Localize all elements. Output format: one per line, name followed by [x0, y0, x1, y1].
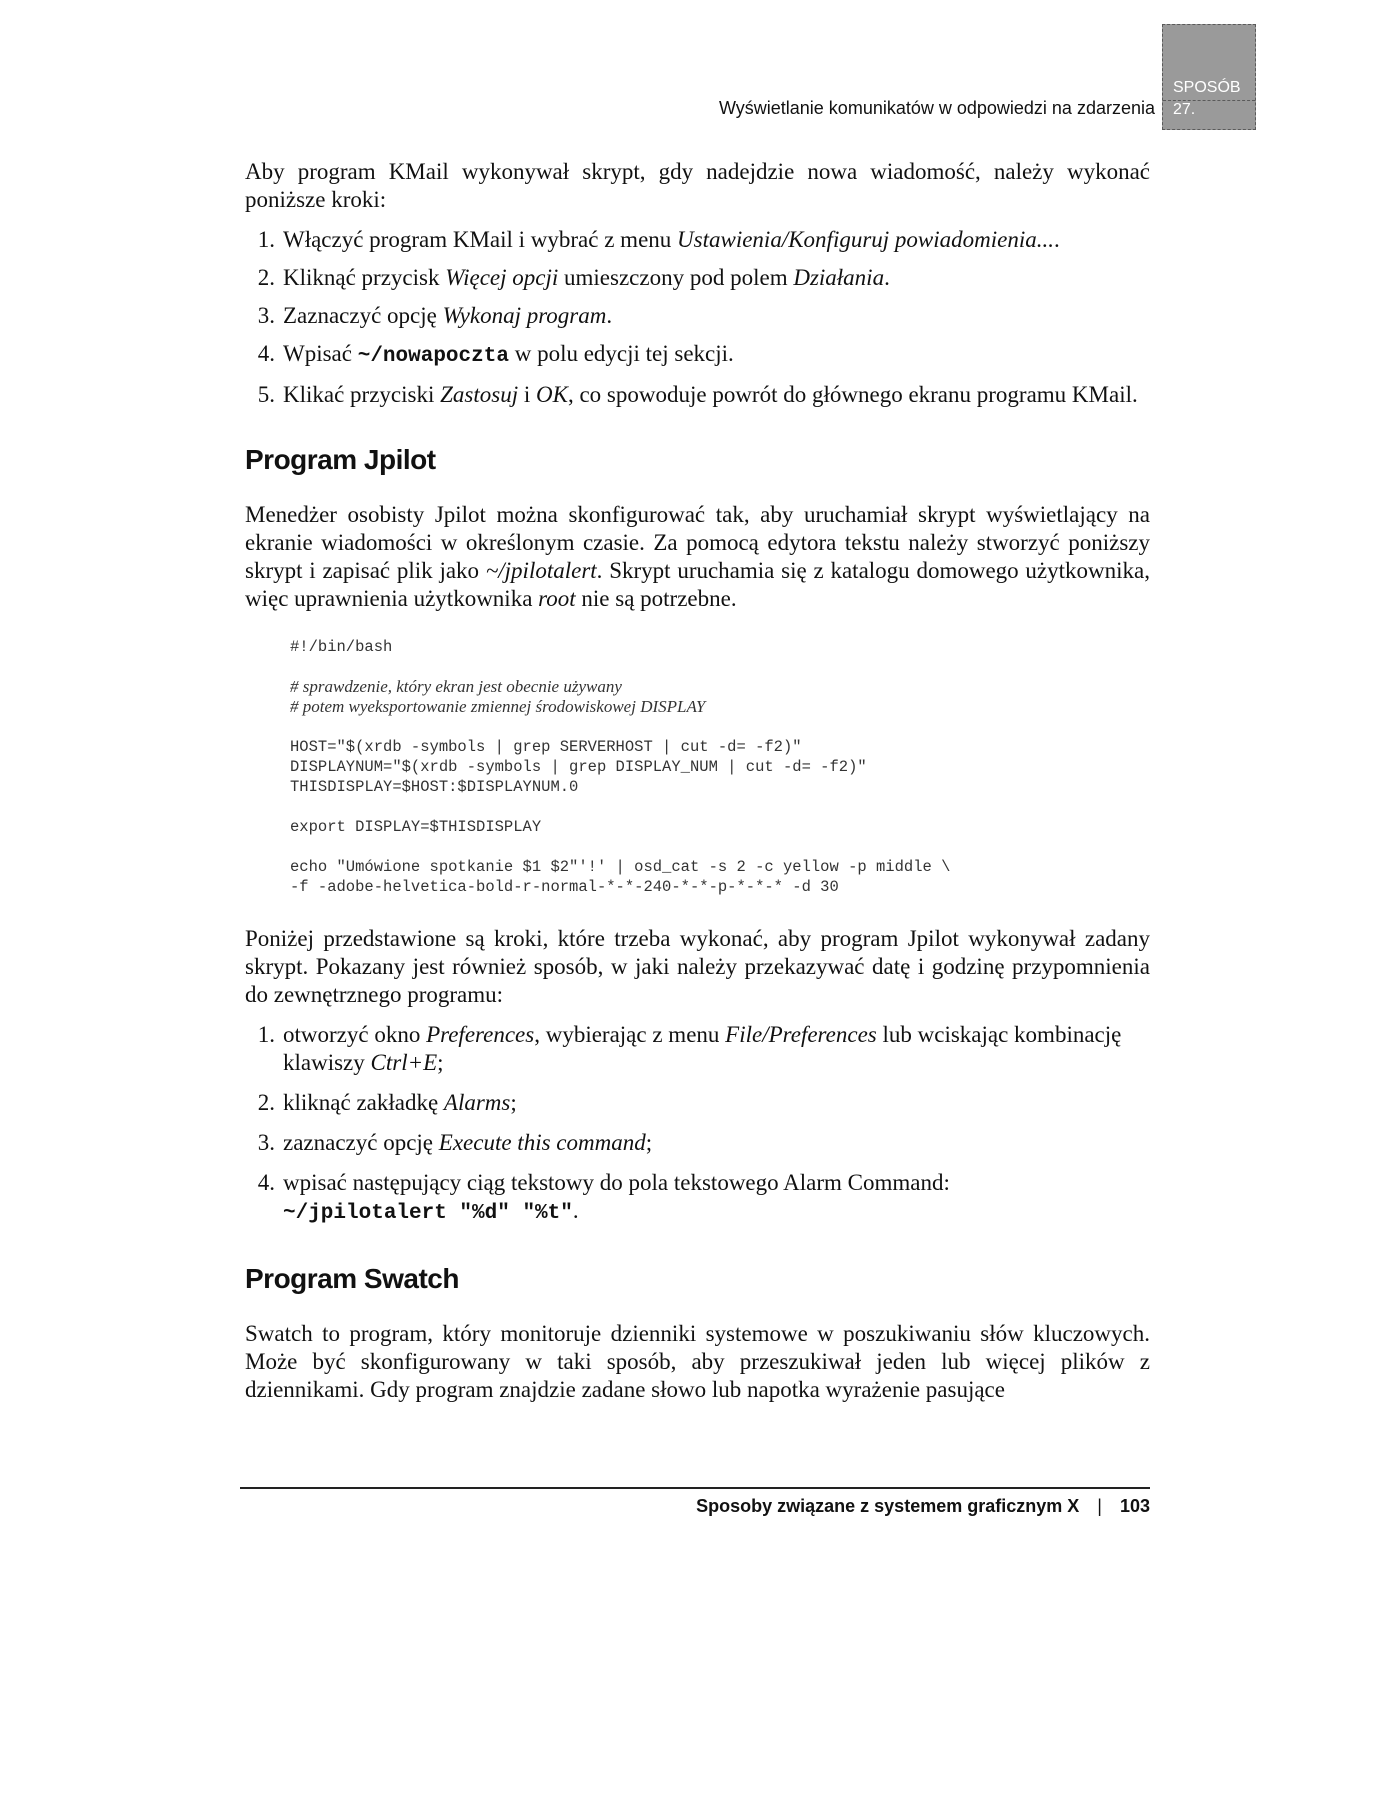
- list-item: 2. Kliknąć przycisk Więcej opcji umieszczony pod polem Działania.: [257, 265, 890, 290]
- footer-rule: [240, 1487, 1150, 1489]
- code-line: THISDISPLAY=$HOST:$DISPLAYNUM.0: [290, 778, 579, 796]
- section-heading-swatch: Program Swatch: [245, 1263, 459, 1294]
- code-comment: # sprawdzenie, który ekran jest obecnie używany: [290, 677, 622, 696]
- list-item: 4. Wpisać ~/nowapoczta w polu edycji tej sekcji.: [257, 341, 734, 368]
- code-line: #!/bin/bash: [290, 638, 393, 656]
- section-heading-jpilot: Program Jpilot: [245, 444, 436, 475]
- list-item: 4. wpisać następujący ciąg tekstowy do pola tekstowego Alarm Command: ~/jpilotalert "%d" "%t".: [257, 1170, 950, 1225]
- jpilot-intro: Menedżer osobisty Jpilot można skonfigurować tak, aby uruchamiał skrypt wyświetlający na ekranie wiadomości w określonym czasie. Za pomocą edytora tekstu należy stworzyć poniższy skrypt i zapisać plik jako ~/jpilotalert. Skrypt uruchamia się z katalogu domowego użytkownika, więc uprawnienia użytkownika root nie są potrzebne.: [245, 502, 1150, 611]
- page-number: 103: [1119, 1496, 1150, 1516]
- code-comment: # potem wyeksportowanie zmiennej środowiskowej DISPLAY: [290, 697, 706, 716]
- code-line: -f -adobe-helvetica-bold-r-normal-*-*-240-*-*-p-*-*-* -d 30: [290, 878, 839, 896]
- chapter-tab: [1162, 24, 1256, 130]
- footer-separator: |: [1097, 1496, 1102, 1516]
- page-content: [245, 158, 1150, 1404]
- list-item: 1. Włączyć program KMail i wybrać z menu Ustawienia/Konfiguruj powiadomienia....: [257, 227, 1060, 252]
- code-line: export DISPLAY=$THISDISPLAY: [290, 818, 542, 836]
- tab-text: [1173, 77, 1241, 121]
- code-line: DISPLAYNUM="$(xrdb -symbols | grep DISPLAY_NUM | cut -d= -f2)": [290, 758, 867, 776]
- tab-label: SPOSÓB: [1173, 79, 1241, 96]
- list-item: 3. zaznaczyć opcję Execute this command;: [257, 1130, 653, 1155]
- list-item: 1. otworzyć okno Preferences, wybierając z menu File/Preferences lub wciskając kombinację klawiszy Ctrl+E;: [257, 1022, 1122, 1075]
- jpilot-steps: [245, 1021, 1150, 1228]
- page-footer: [696, 1496, 1150, 1517]
- swatch-intro: Swatch to program, który monitoruje dzienniki systemowe w poszukiwaniu słów kluczowych. Może być skonfigurowany w taki sposób, aby przeszukiwał jeden lub więcej plików z dziennikami. Gdy program znajdzie zadane słowo lub napotka wyrażenie pasujące: [245, 1321, 1150, 1402]
- jpilot-steps-intro: Poniżej przedstawione są kroki, które trzeba wykonać, aby program Jpilot wykonywał zadany skrypt. Pokazany jest również sposób, w jaki należy przekazywać datę i godzinę przypomnienia do zewnętrznego programu:: [245, 926, 1150, 1007]
- kmail-steps: [245, 226, 1150, 409]
- list-item: 5. Klikać przyciski Zastosuj i OK, co spowoduje powrót do głównego ekranu programu KMail.: [257, 382, 1138, 407]
- footer-chapter-title: Sposoby związane z systemem graficznym X: [696, 1496, 1080, 1516]
- list-item: 2. kliknąć zakładkę Alarms;: [257, 1090, 517, 1115]
- code-listing: [290, 637, 1150, 897]
- list-item: 3. Zaznaczyć opcję Wykonaj program.: [257, 303, 613, 328]
- code-line: echo "Umówione spotkanie $1 $2"'!' | osd_cat -s 2 -c yellow -p middle \: [290, 858, 951, 876]
- code-line: HOST="$(xrdb -symbols | grep SERVERHOST | cut -d= -f2)": [290, 738, 802, 756]
- running-title: Wyświetlanie komunikatów w odpowiedzi na zdarzenia: [718, 98, 1155, 118]
- tab-number: 27.: [1173, 101, 1196, 118]
- kmail-intro: Aby program KMail wykonywał skrypt, gdy nadejdzie nowa wiadomość, należy wykonać poniższe kroki:: [245, 159, 1150, 212]
